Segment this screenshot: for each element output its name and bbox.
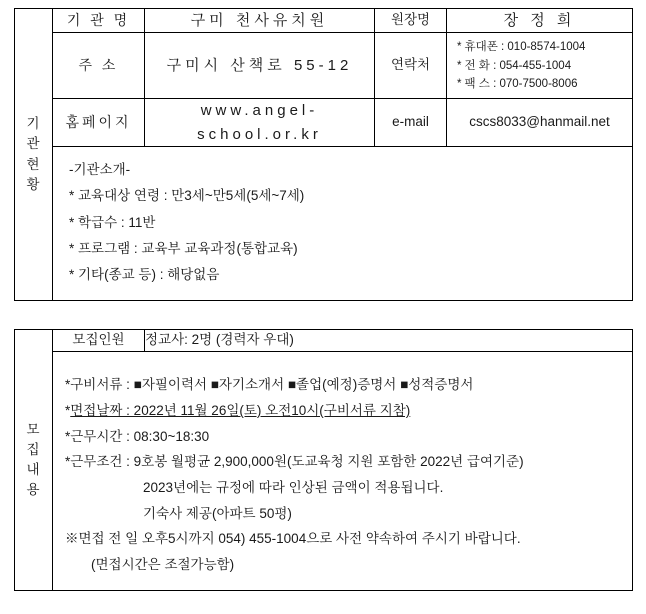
recruit-details-cell bbox=[53, 352, 633, 590]
work-condition: *근무조건 : 9호봉 월평균 2,900,000원(도교육청 지원 포함한 2022년 급여기준) bbox=[65, 454, 524, 470]
work-condition-3: 기숙사 제공(아파트 50평) bbox=[143, 505, 292, 521]
interview-date-text: 면접날짜 : 2022년 11월 26일(토) 오전10시(구비서류 지참) bbox=[70, 403, 411, 419]
spacer bbox=[65, 362, 624, 372]
table-row bbox=[15, 330, 633, 352]
director-label: 원장명 bbox=[375, 9, 447, 33]
work-condition-2: 2023년에는 규정에 따라 인상된 금액이 적용됩니다. bbox=[143, 479, 444, 495]
homepage-value: www.angel-school.or.kr bbox=[145, 99, 375, 147]
org-intro-item-etc: * 기타(종교 등) : 해당없음 bbox=[69, 267, 220, 283]
recruit-info-table bbox=[14, 329, 633, 590]
table-row bbox=[15, 9, 633, 33]
recruit-details bbox=[53, 352, 632, 589]
email-label: e-mail bbox=[375, 99, 447, 147]
section-label-recruit bbox=[15, 330, 53, 590]
bullet-star-icon: * bbox=[65, 403, 71, 419]
section-label-org-status bbox=[15, 9, 53, 301]
contact-value bbox=[447, 33, 633, 99]
address-label: 주 소 bbox=[53, 33, 145, 99]
org-intro-cell bbox=[53, 146, 633, 301]
org-name-label: 기 관 명 bbox=[53, 9, 145, 33]
address-value: 구미시 산책로 55-12 bbox=[145, 33, 375, 99]
section-label-recruit-text: 모 집 내 용 bbox=[26, 421, 41, 498]
table-row bbox=[15, 33, 633, 99]
director-value: 장 정 희 bbox=[447, 9, 633, 33]
interview-notice: ※면접 전 일 오후5시까지 054) 455-1004으로 사전 약속하여 주시기 바랍니다. bbox=[65, 531, 521, 547]
section-label-org-status-text: 기 관 현 황 bbox=[26, 116, 41, 192]
work-hours: *근무시간 : 08:30~18:30 bbox=[65, 428, 210, 444]
org-intro-item-age: * 교육대상 연령 : 만3세~만5세(5세~7세) bbox=[69, 188, 305, 204]
contact-phone: * 전 화 : 054-455-1004 bbox=[457, 59, 572, 72]
org-intro-item-program: * 프로그램 : 교육부 교육과정(통합교육) bbox=[69, 240, 298, 256]
org-info-table bbox=[14, 8, 633, 301]
table-row bbox=[15, 352, 633, 590]
table-row bbox=[15, 99, 633, 147]
contact-fax: * 팩 스 : 070-7500-8006 bbox=[457, 78, 578, 91]
contact-label: 연락처 bbox=[375, 33, 447, 99]
table-row bbox=[15, 146, 633, 301]
contact-list bbox=[447, 33, 632, 98]
email-value: cscs8033@hanmail.net bbox=[447, 99, 633, 147]
org-intro-item-classes: * 학급수 : 11반 bbox=[69, 214, 156, 230]
bullet-star-icon: * bbox=[457, 78, 462, 91]
recruit-count-label: 모집인원 bbox=[53, 330, 145, 352]
interview-notice-2: (면접시간은 조절가능함) bbox=[91, 556, 235, 572]
interview-date bbox=[65, 398, 624, 424]
bullet-star-icon: * bbox=[457, 41, 462, 54]
recruit-count-value: 정교사: 2명 (경력자 우대) bbox=[145, 330, 633, 352]
bullet-star-icon: * bbox=[457, 59, 462, 72]
org-intro-title: -기관소개- bbox=[69, 161, 131, 177]
org-intro bbox=[53, 147, 632, 301]
required-documents: *구비서류 : ■자필이력서 ■자기소개서 ■졸업(예정)증명서 ■성적증명서 bbox=[65, 377, 474, 393]
homepage-label: 홈페이지 bbox=[53, 99, 145, 147]
org-name-value: 구미 천사유치원 bbox=[145, 9, 375, 33]
contact-mobile: * 휴대폰 : 010-8574-1004 bbox=[457, 41, 586, 54]
